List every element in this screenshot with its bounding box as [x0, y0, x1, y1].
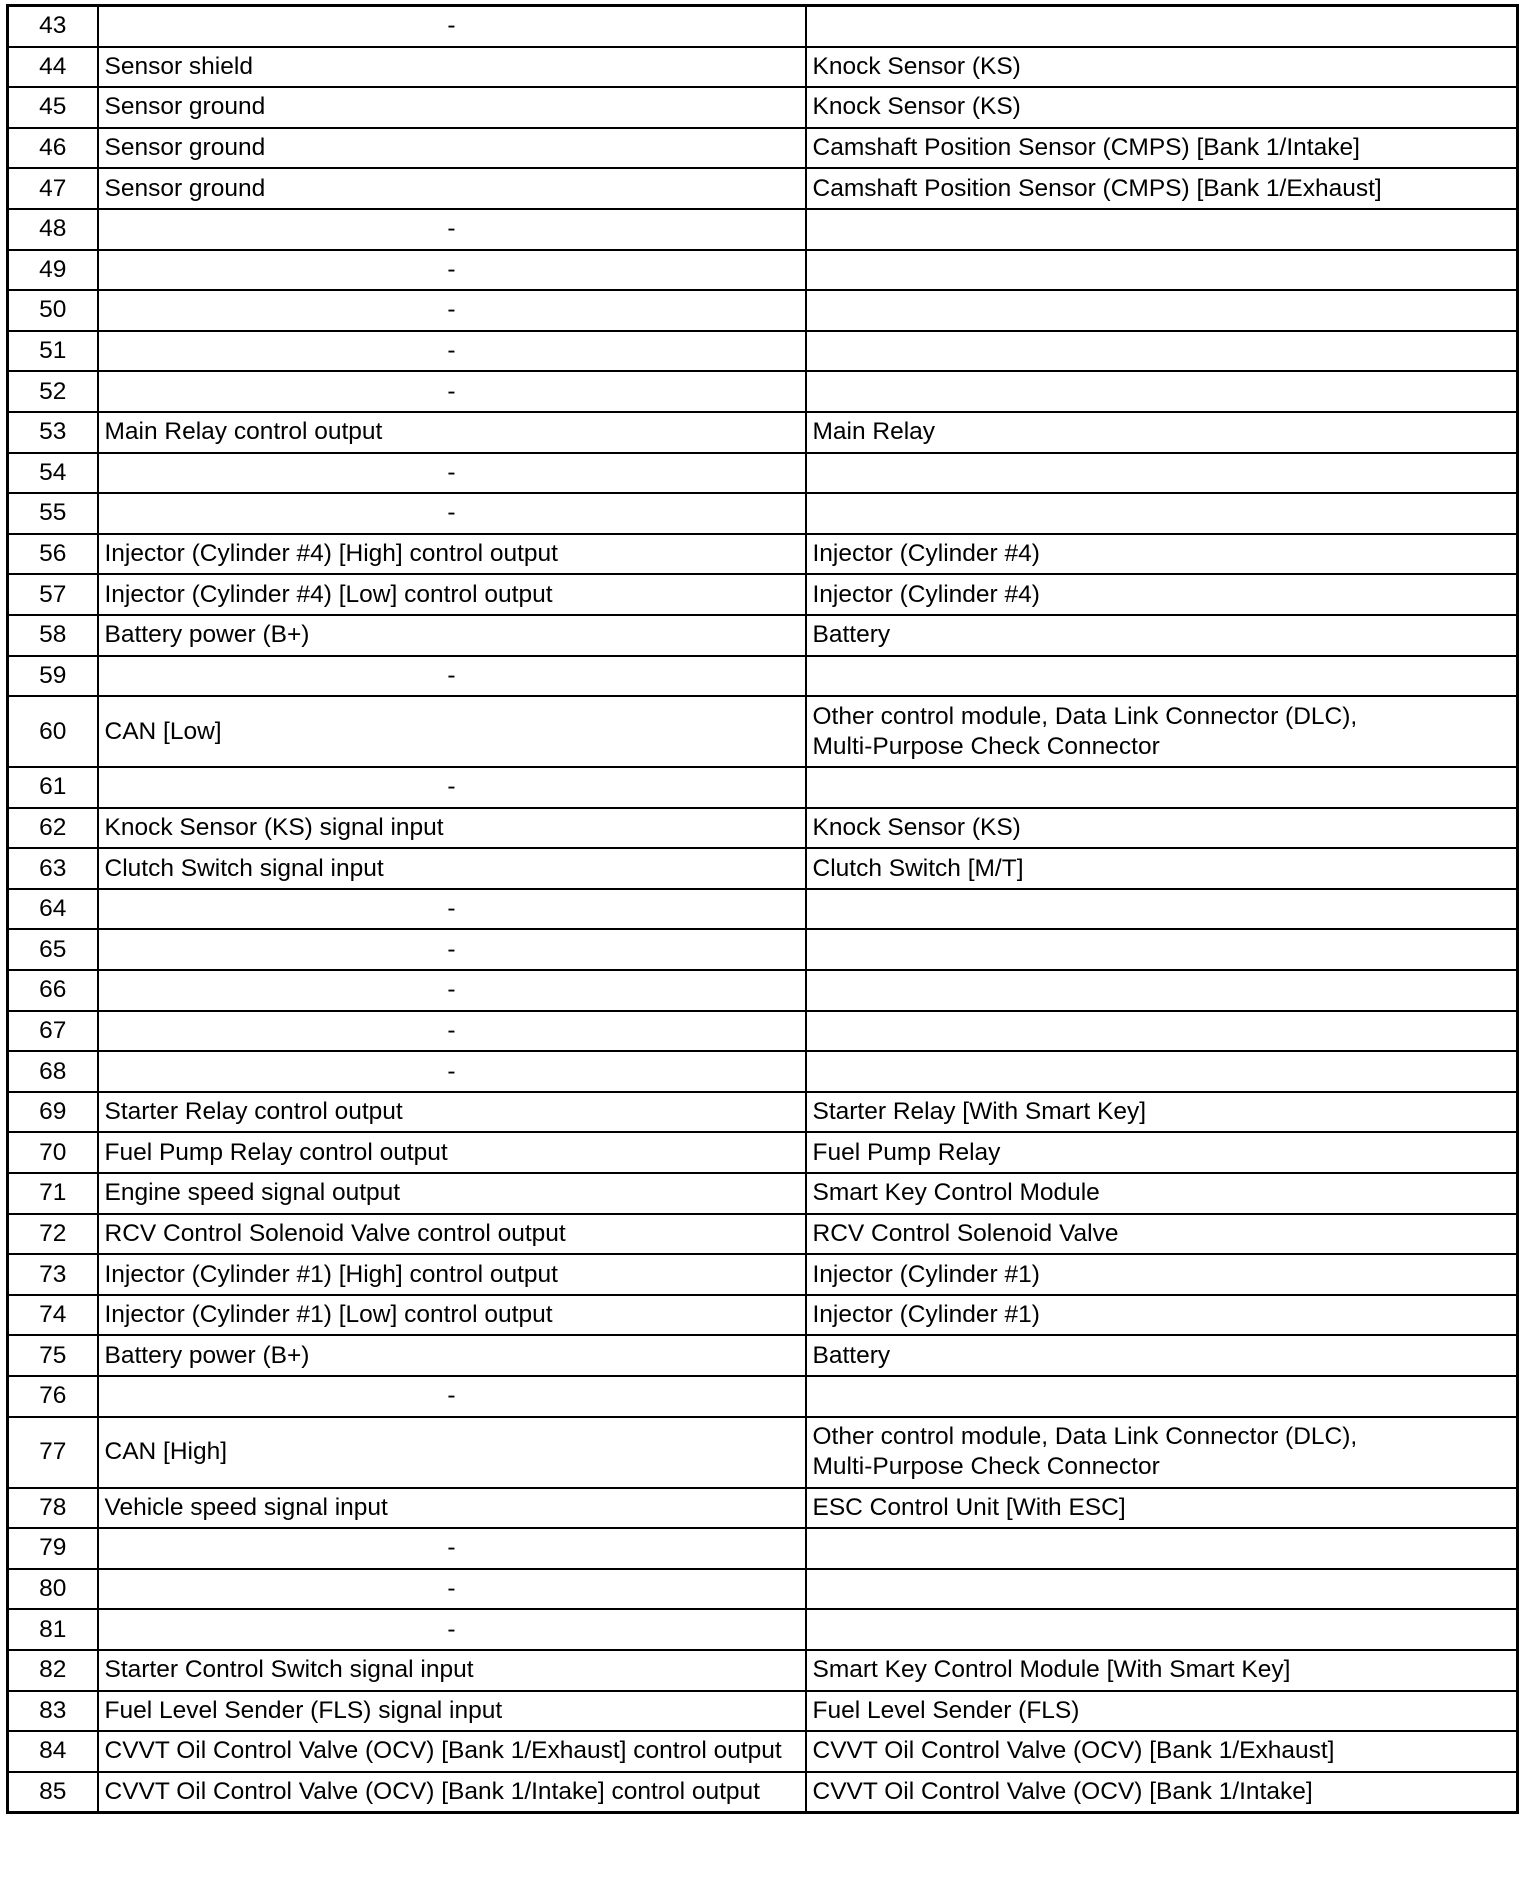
table-row	[8, 1528, 1518, 1569]
table-row	[8, 87, 1518, 128]
connected-component-line: Battery	[812, 621, 891, 649]
table-row	[8, 534, 1518, 575]
pin-description-cell: Sensor ground	[98, 87, 806, 128]
pin-description-cell: Starter Relay control output	[98, 1092, 806, 1133]
pin-table-page	[6, 4, 1516, 1814]
pin-number-cell: 78	[8, 1488, 98, 1529]
pin-description-cell: -	[98, 889, 806, 930]
pin-description-cell: Injector (Cylinder #1) [Low] control output	[98, 1295, 806, 1336]
pin-description-cell: -	[98, 1609, 806, 1650]
pin-number-cell: 43	[8, 6, 98, 47]
connected-component-line: Camshaft Position Sensor (CMPS) [Bank 1/Intake]	[812, 134, 1360, 162]
pin-description-cell: CVVT Oil Control Valve (OCV) [Bank 1/Exhaust] control output	[98, 1731, 806, 1772]
pin-description-cell: Knock Sensor (KS) signal input	[98, 808, 806, 849]
connected-component-cell	[806, 128, 1518, 169]
connected-component-cell	[806, 331, 1518, 372]
table-row	[8, 1650, 1518, 1691]
pin-number-cell: 60	[8, 696, 98, 767]
connected-component-cell	[806, 1173, 1518, 1214]
pin-number-cell: 46	[8, 128, 98, 169]
pin-number-cell: 71	[8, 1173, 98, 1214]
pin-description-cell: CAN [Low]	[98, 696, 806, 767]
pin-description-cell: -	[98, 493, 806, 534]
pin-description-cell: -	[98, 1528, 806, 1569]
connected-component-cell	[806, 1011, 1518, 1052]
pin-number-cell: 64	[8, 889, 98, 930]
table-row	[8, 615, 1518, 656]
connected-component-cell	[806, 808, 1518, 849]
pin-description-cell: Vehicle speed signal input	[98, 1488, 806, 1529]
table-row	[8, 656, 1518, 697]
connected-component-cell	[806, 1417, 1518, 1488]
table-row	[8, 168, 1518, 209]
pin-number-cell: 68	[8, 1051, 98, 1092]
pin-number-cell: 79	[8, 1528, 98, 1569]
connected-component-cell	[806, 848, 1518, 889]
connected-component-cell	[806, 209, 1518, 250]
pin-description-cell: -	[98, 209, 806, 250]
connected-component-line: CVVT Oil Control Valve (OCV) [Bank 1/Exhaust]	[812, 1737, 1335, 1765]
table-row	[8, 808, 1518, 849]
connected-component-line: Multi-Purpose Check Connector	[812, 732, 1160, 760]
connected-component-cell	[806, 1528, 1518, 1569]
pin-description-cell: -	[98, 767, 806, 808]
pin-number-cell: 62	[8, 808, 98, 849]
table-row	[8, 453, 1518, 494]
pin-number-cell: 51	[8, 331, 98, 372]
pin-number-cell: 77	[8, 1417, 98, 1488]
pin-description-cell: -	[98, 970, 806, 1011]
table-row	[8, 1092, 1518, 1133]
connected-component-cell	[806, 371, 1518, 412]
pin-description-cell: -	[98, 453, 806, 494]
pin-description-cell: Battery power (B+)	[98, 1335, 806, 1376]
pin-number-cell: 82	[8, 1650, 98, 1691]
connected-component-cell	[806, 656, 1518, 697]
pin-number-cell: 70	[8, 1132, 98, 1173]
table-row	[8, 696, 1518, 767]
connected-component-line: Main Relay	[812, 418, 936, 446]
pin-number-cell: 49	[8, 250, 98, 291]
table-row	[8, 1214, 1518, 1255]
connected-component-line: Battery	[812, 1341, 891, 1369]
connected-component-line: Smart Key Control Module [With Smart Key]	[812, 1656, 1291, 1684]
connected-component-line: Clutch Switch [M/T]	[812, 854, 1024, 882]
connected-component-cell	[806, 1650, 1518, 1691]
pin-number-cell: 58	[8, 615, 98, 656]
table-row	[8, 47, 1518, 88]
connected-component-cell	[806, 574, 1518, 615]
connected-component-cell	[806, 767, 1518, 808]
connected-component-cell	[806, 970, 1518, 1011]
table-row	[8, 1376, 1518, 1417]
pin-number-cell: 65	[8, 929, 98, 970]
connected-component-cell	[806, 1731, 1518, 1772]
pin-number-cell: 84	[8, 1731, 98, 1772]
connected-component-cell	[806, 1772, 1518, 1813]
connected-component-line: Camshaft Position Sensor (CMPS) [Bank 1/Exhaust]	[812, 174, 1382, 202]
pin-description-cell: CVVT Oil Control Valve (OCV) [Bank 1/Intake] control output	[98, 1772, 806, 1813]
connected-component-line: ESC Control Unit [With ESC]	[812, 1493, 1126, 1521]
connected-component-cell	[806, 1051, 1518, 1092]
pin-number-cell: 61	[8, 767, 98, 808]
pin-number-cell: 48	[8, 209, 98, 250]
connected-component-line: Fuel Level Sender (FLS)	[812, 1696, 1080, 1724]
pin-description-cell: -	[98, 1011, 806, 1052]
table-row	[8, 209, 1518, 250]
pin-number-cell: 69	[8, 1092, 98, 1133]
pin-number-cell: 54	[8, 453, 98, 494]
connected-component-cell	[806, 534, 1518, 575]
table-row	[8, 250, 1518, 291]
connected-component-line: Starter Relay [With Smart Key]	[812, 1098, 1147, 1126]
pin-description-cell: Main Relay control output	[98, 412, 806, 453]
pin-description-cell: -	[98, 929, 806, 970]
pin-number-cell: 53	[8, 412, 98, 453]
connected-component-cell	[806, 1254, 1518, 1295]
pin-number-cell: 66	[8, 970, 98, 1011]
pin-number-cell: 83	[8, 1691, 98, 1732]
table-row	[8, 1173, 1518, 1214]
pin-number-cell: 74	[8, 1295, 98, 1336]
table-row	[8, 1417, 1518, 1488]
pin-description-cell: Fuel Level Sender (FLS) signal input	[98, 1691, 806, 1732]
connected-component-line: Knock Sensor (KS)	[812, 813, 1021, 841]
connected-component-line: Knock Sensor (KS)	[812, 93, 1021, 121]
table-row	[8, 6, 1518, 47]
pin-number-cell: 63	[8, 848, 98, 889]
pin-number-cell: 75	[8, 1335, 98, 1376]
pin-number-cell: 50	[8, 290, 98, 331]
table-row	[8, 412, 1518, 453]
pin-description-cell: Injector (Cylinder #1) [High] control output	[98, 1254, 806, 1295]
connected-component-cell	[806, 493, 1518, 534]
table-row	[8, 1772, 1518, 1813]
connected-component-line: Other control module, Data Link Connector (DLC),	[812, 1423, 1358, 1451]
pin-description-cell: Sensor shield	[98, 47, 806, 88]
pin-number-cell: 59	[8, 656, 98, 697]
connected-component-cell	[806, 1092, 1518, 1133]
connected-component-cell	[806, 87, 1518, 128]
table-row	[8, 128, 1518, 169]
table-row	[8, 1691, 1518, 1732]
table-row	[8, 574, 1518, 615]
connected-component-cell	[806, 47, 1518, 88]
connected-component-line: Smart Key Control Module	[812, 1179, 1100, 1207]
table-row	[8, 767, 1518, 808]
pin-description-cell: Sensor ground	[98, 128, 806, 169]
connected-component-line: Injector (Cylinder #4)	[812, 540, 1040, 568]
connected-component-cell	[806, 1132, 1518, 1173]
connected-component-cell	[806, 1335, 1518, 1376]
pin-number-cell: 57	[8, 574, 98, 615]
pin-description-cell: -	[98, 371, 806, 412]
connected-component-line: Multi-Purpose Check Connector	[812, 1453, 1160, 1481]
connected-component-cell	[806, 929, 1518, 970]
pin-number-cell: 73	[8, 1254, 98, 1295]
table-row	[8, 1254, 1518, 1295]
pin-number-cell: 67	[8, 1011, 98, 1052]
table-row	[8, 371, 1518, 412]
table-row	[8, 1569, 1518, 1610]
table-row	[8, 1011, 1518, 1052]
connected-component-line: Fuel Pump Relay	[812, 1138, 1001, 1166]
connected-component-cell	[806, 1569, 1518, 1610]
connected-component-cell	[806, 1214, 1518, 1255]
pin-number-cell: 85	[8, 1772, 98, 1813]
connected-component-cell	[806, 615, 1518, 656]
pin-number-cell: 56	[8, 534, 98, 575]
pin-description-cell: Sensor ground	[98, 168, 806, 209]
pin-description-cell: -	[98, 331, 806, 372]
pin-description-cell: Engine speed signal output	[98, 1173, 806, 1214]
table-row	[8, 1731, 1518, 1772]
pin-number-cell: 72	[8, 1214, 98, 1255]
connected-component-line: RCV Control Solenoid Valve	[812, 1219, 1119, 1247]
pin-number-cell: 45	[8, 87, 98, 128]
pin-description-table	[6, 4, 1519, 1814]
pin-description-cell: -	[98, 6, 806, 47]
pin-description-cell: -	[98, 250, 806, 291]
pin-description-cell: Fuel Pump Relay control output	[98, 1132, 806, 1173]
connected-component-cell	[806, 1609, 1518, 1650]
table-row	[8, 1295, 1518, 1336]
connected-component-cell	[806, 168, 1518, 209]
connected-component-cell	[806, 1691, 1518, 1732]
connected-component-cell	[806, 290, 1518, 331]
table-row	[8, 493, 1518, 534]
pin-number-cell: 55	[8, 493, 98, 534]
pin-description-cell: -	[98, 290, 806, 331]
pin-description-cell: -	[98, 656, 806, 697]
table-row	[8, 1051, 1518, 1092]
connected-component-line: CVVT Oil Control Valve (OCV) [Bank 1/Intake]	[812, 1778, 1313, 1806]
pin-number-cell: 80	[8, 1569, 98, 1610]
table-row	[8, 1132, 1518, 1173]
pin-description-cell: Battery power (B+)	[98, 615, 806, 656]
connected-component-cell	[806, 250, 1518, 291]
table-row	[8, 1609, 1518, 1650]
pin-number-cell: 76	[8, 1376, 98, 1417]
pin-description-cell: -	[98, 1569, 806, 1610]
pin-description-cell: -	[98, 1376, 806, 1417]
table-row	[8, 970, 1518, 1011]
pin-number-cell: 81	[8, 1609, 98, 1650]
connected-component-line: Injector (Cylinder #1)	[812, 1301, 1040, 1329]
pin-number-cell: 44	[8, 47, 98, 88]
connected-component-line: Injector (Cylinder #4)	[812, 580, 1040, 608]
pin-description-cell: -	[98, 1051, 806, 1092]
connected-component-cell	[806, 1295, 1518, 1336]
connected-component-cell	[806, 1376, 1518, 1417]
pin-description-cell: RCV Control Solenoid Valve control output	[98, 1214, 806, 1255]
pin-description-cell: Starter Control Switch signal input	[98, 1650, 806, 1691]
table-row	[8, 331, 1518, 372]
pin-number-cell: 52	[8, 371, 98, 412]
pin-description-cell: CAN [High]	[98, 1417, 806, 1488]
connected-component-line: Injector (Cylinder #1)	[812, 1260, 1040, 1288]
connected-component-cell	[806, 453, 1518, 494]
connected-component-line: Knock Sensor (KS)	[812, 52, 1021, 80]
connected-component-cell	[806, 6, 1518, 47]
table-body	[8, 6, 1518, 1813]
table-row	[8, 929, 1518, 970]
table-row	[8, 1335, 1518, 1376]
connected-component-line: Other control module, Data Link Connector (DLC),	[812, 702, 1358, 730]
table-row	[8, 848, 1518, 889]
connected-component-cell	[806, 412, 1518, 453]
connected-component-cell	[806, 1488, 1518, 1529]
pin-description-cell: Clutch Switch signal input	[98, 848, 806, 889]
pin-description-cell: Injector (Cylinder #4) [Low] control output	[98, 574, 806, 615]
connected-component-cell	[806, 696, 1518, 767]
table-row	[8, 1488, 1518, 1529]
pin-number-cell: 47	[8, 168, 98, 209]
pin-description-cell: Injector (Cylinder #4) [High] control output	[98, 534, 806, 575]
table-row	[8, 889, 1518, 930]
table-row	[8, 290, 1518, 331]
connected-component-cell	[806, 889, 1518, 930]
